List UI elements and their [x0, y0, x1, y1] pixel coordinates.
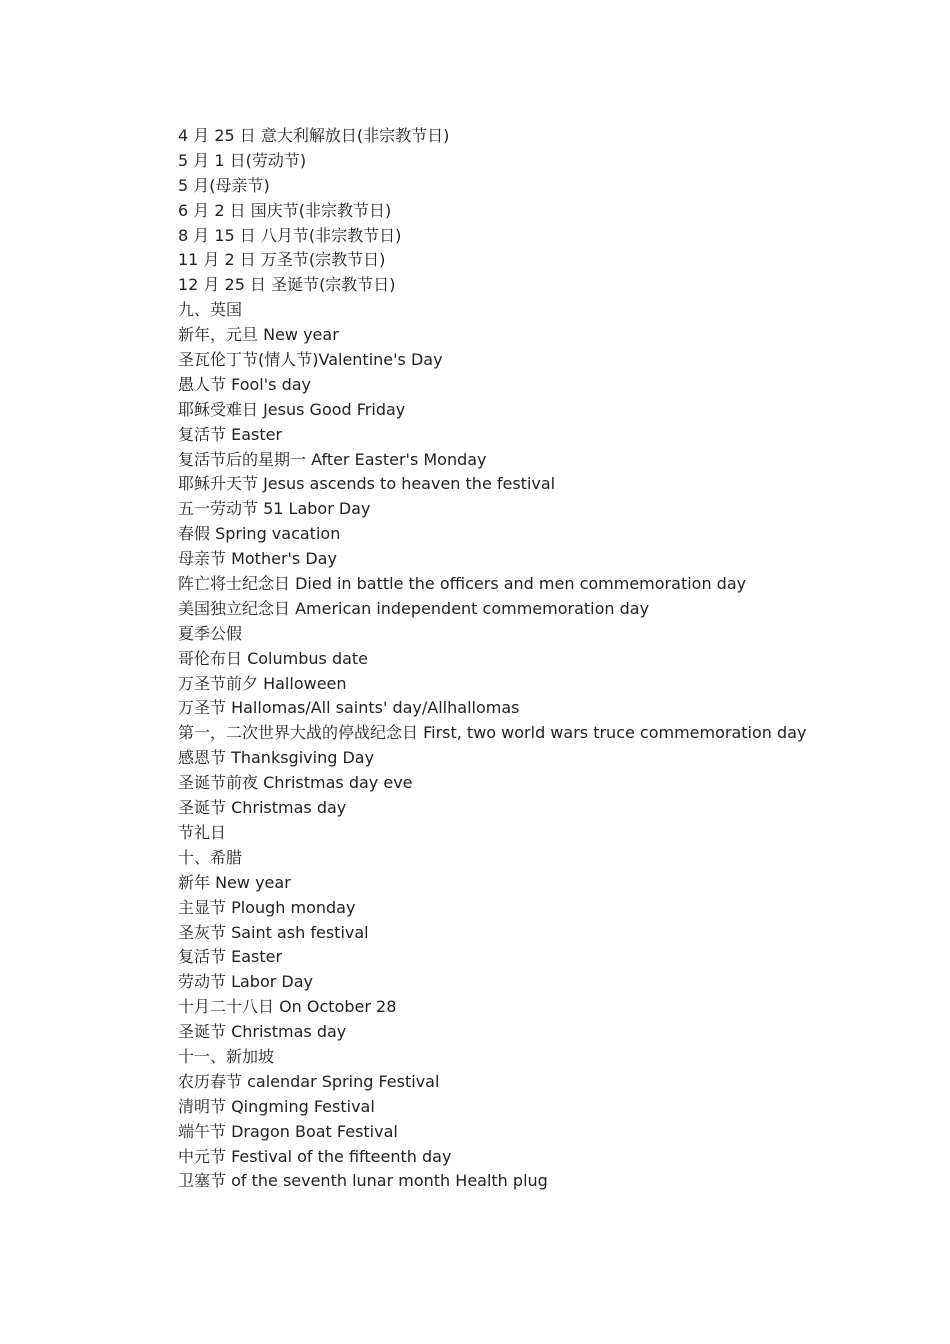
text-line: 五一劳动节 51 Labor Day — [178, 499, 371, 519]
text-line: 复活节后的星期一 After Easter's Monday — [178, 449, 487, 469]
text-line: 12 月 25 日 圣诞节(宗教节日) — [178, 275, 396, 295]
text-line: 农历春节 calendar Spring Festival — [178, 1071, 440, 1091]
text-line: 夏季公假 — [178, 623, 243, 643]
document-body — [144, 124, 814, 1194]
text-line: 十月二十八日 On October 28 — [178, 997, 397, 1017]
text-line: 中元节 Festival of the fifteenth day — [178, 1146, 452, 1166]
text-line: 卫塞节 of the seventh lunar month Health plug — [178, 1171, 548, 1191]
text-line: 圣瓦伦丁节(情人节)Valentine's Day — [178, 350, 443, 370]
text-line: 哥伦布日 Columbus date — [178, 648, 369, 668]
text-line: 4 月 25 日 意大利解放日(非宗教节日) — [178, 126, 450, 145]
text-line: 圣诞节 Christmas day — [178, 798, 347, 818]
text-line: 美国独立纪念日 American independent commemoration day — [178, 598, 650, 618]
text-line: 8 月 15 日 八月节(非宗教节日) — [178, 225, 402, 245]
text-line: 新年 New year — [178, 872, 291, 892]
text-line: 圣诞节 Christmas day — [178, 1022, 347, 1042]
text-line: 复活节 Easter — [178, 947, 283, 967]
text-line: 阵亡将士纪念日 Died in battle the officers and men commemoration day — [178, 574, 747, 594]
section-heading-singapore: 十一、新加坡 — [178, 1046, 275, 1066]
text-line: 春假 Spring vacation — [178, 524, 341, 544]
text-line: 主显节 Plough monday — [178, 897, 356, 917]
text-line: 感恩节 Thanksgiving Day — [178, 748, 375, 768]
text-line: 万圣节前夕 Halloween — [178, 673, 347, 693]
text-line: 圣灰节 Saint ash festival — [178, 922, 369, 942]
text-line: 复活节 Easter — [178, 424, 283, 444]
section-heading-greece: 十、希腊 — [178, 847, 243, 867]
text-line: 节礼日 — [178, 822, 227, 842]
section-heading-uk: 九、英国 — [178, 300, 243, 320]
text-line: 5 月(母亲节) — [178, 175, 270, 195]
text-line: 劳动节 Labor Day — [178, 972, 314, 992]
text-line: 圣诞节前夜 Christmas day eve — [178, 773, 413, 793]
text-line: 耶稣升天节 Jesus ascends to heaven the festival — [178, 474, 556, 494]
text-line: 5 月 1 日(劳动节) — [178, 150, 307, 170]
text-line: 母亲节 Mother's Day — [178, 549, 337, 569]
text-line: 耶稣受难日 Jesus Good Friday — [178, 399, 406, 419]
text-line: 新年，元旦 New year — [178, 325, 339, 345]
text-line: 6 月 2 日 国庆节(非宗教节日) — [178, 200, 392, 220]
text-line: 清明节 Qingming Festival — [178, 1096, 375, 1116]
text-line: 万圣节 Hallomas/All saints' day/Allhallomas — [178, 698, 520, 718]
text-line: 端午节 Dragon Boat Festival — [178, 1121, 398, 1141]
text-line: 11 月 2 日 万圣节(宗教节日) — [178, 250, 386, 270]
text-line-wrapped: 第一，二次世界大战的停战纪念日 First, two world wars truce commemoration day — [178, 723, 807, 743]
text-line: 愚人节 Fool's day — [178, 374, 311, 394]
